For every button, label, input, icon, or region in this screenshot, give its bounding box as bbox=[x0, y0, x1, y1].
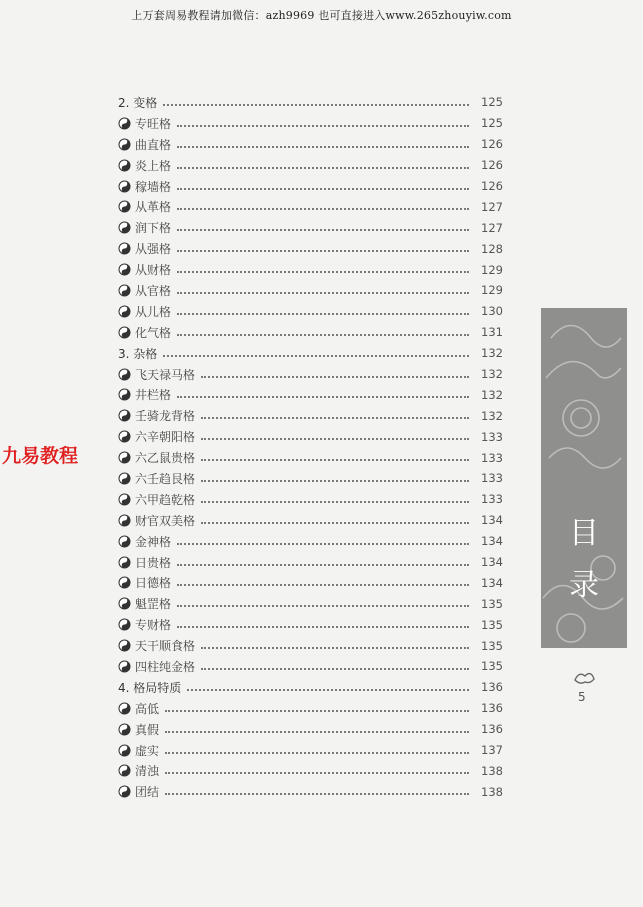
yin-yang-icon bbox=[118, 159, 131, 172]
table-of-contents bbox=[118, 92, 503, 802]
toc-entry-title: 财官双美格 bbox=[135, 513, 196, 528]
toc-entry-title: 四柱纯金格 bbox=[135, 659, 196, 674]
toc-entry-title: 虚实 bbox=[135, 743, 160, 758]
toc-entry-page: 131 bbox=[481, 325, 503, 340]
watermark-text: 上万套周易教程请加微信：azh9969 也可直接进入www.265zhouyiw.com bbox=[131, 9, 512, 22]
leader-dots bbox=[201, 667, 469, 670]
yin-yang-icon bbox=[118, 535, 131, 548]
yin-yang-icon bbox=[118, 117, 131, 130]
toc-entry-page: 126 bbox=[481, 137, 503, 152]
leader-dots bbox=[201, 646, 469, 649]
toc-entry-page: 125 bbox=[481, 116, 503, 131]
leader-dots bbox=[177, 166, 469, 169]
leader-dots bbox=[187, 688, 469, 691]
toc-entry-title: 六壬趋艮格 bbox=[135, 471, 196, 486]
toc-entry[interactable] bbox=[118, 761, 503, 782]
leader-dots bbox=[177, 625, 469, 628]
leader-dots bbox=[177, 312, 469, 315]
toc-entry[interactable] bbox=[118, 322, 503, 343]
leader-dots bbox=[201, 521, 469, 524]
toc-entry-page: 129 bbox=[481, 283, 503, 298]
toc-entry-page: 127 bbox=[481, 199, 503, 214]
toc-entry[interactable] bbox=[118, 614, 503, 635]
toc-entry-page: 132 bbox=[481, 367, 503, 382]
toc-entry-title: 飞天禄马格 bbox=[135, 367, 196, 382]
toc-entry-title: 4. 格局特质 bbox=[118, 680, 182, 695]
leader-dots bbox=[177, 228, 469, 231]
yin-yang-icon bbox=[118, 597, 131, 610]
leader-dots bbox=[177, 333, 469, 336]
yin-yang-icon bbox=[118, 326, 131, 339]
toc-entry[interactable] bbox=[118, 405, 503, 426]
toc-entry[interactable] bbox=[118, 176, 503, 197]
toc-entry-page: 133 bbox=[481, 429, 503, 444]
side-title-char-2: 录 bbox=[569, 568, 599, 603]
toc-entry-title: 稼墙格 bbox=[135, 179, 172, 194]
leader-dots bbox=[177, 145, 469, 148]
toc-entry[interactable] bbox=[118, 552, 503, 573]
leader-dots bbox=[177, 542, 469, 545]
toc-entry-title: 日贵格 bbox=[135, 555, 172, 570]
toc-entry[interactable] bbox=[118, 301, 503, 322]
leader-dots bbox=[165, 709, 469, 712]
toc-entry-title: 六辛朝阳格 bbox=[135, 430, 196, 445]
yin-yang-icon bbox=[118, 702, 131, 715]
toc-entry-title: 专财格 bbox=[135, 618, 172, 633]
toc-section-heading[interactable] bbox=[118, 677, 503, 698]
side-title bbox=[541, 508, 627, 612]
yin-yang-icon bbox=[118, 785, 131, 798]
toc-entry-page: 134 bbox=[481, 575, 503, 590]
toc-entry-page: 126 bbox=[481, 158, 503, 173]
toc-entry-title: 3. 杂格 bbox=[118, 346, 158, 361]
toc-entry-title: 真假 bbox=[135, 722, 160, 737]
toc-entry[interactable] bbox=[118, 656, 503, 677]
toc-entry[interactable] bbox=[118, 217, 503, 238]
toc-entry-page: 138 bbox=[481, 784, 503, 799]
toc-entry-title: 团结 bbox=[135, 785, 160, 800]
toc-entry-page: 130 bbox=[481, 304, 503, 319]
toc-entry-page: 135 bbox=[481, 659, 503, 674]
page-number: 5 bbox=[578, 690, 586, 704]
toc-entry-page: 132 bbox=[481, 346, 503, 361]
toc-entry[interactable] bbox=[118, 238, 503, 259]
toc-entry-title: 井栏格 bbox=[135, 388, 172, 403]
yin-yang-icon bbox=[118, 200, 131, 213]
toc-entry-page: 133 bbox=[481, 450, 503, 465]
toc-entry[interactable] bbox=[118, 698, 503, 719]
yin-yang-icon bbox=[118, 284, 131, 297]
leader-dots bbox=[177, 207, 469, 210]
leader-dots bbox=[177, 291, 469, 294]
yin-yang-icon bbox=[118, 221, 131, 234]
toc-entry[interactable] bbox=[118, 719, 503, 740]
toc-entry[interactable] bbox=[118, 113, 503, 134]
leader-dots bbox=[163, 103, 469, 106]
leader-dots bbox=[177, 124, 469, 127]
yin-yang-icon bbox=[118, 556, 131, 569]
toc-entry-title: 化气格 bbox=[135, 325, 172, 340]
yin-yang-icon bbox=[118, 368, 131, 381]
yin-yang-icon bbox=[118, 409, 131, 422]
toc-entry-title: 金神格 bbox=[135, 534, 172, 549]
toc-entry-title: 润下格 bbox=[135, 221, 172, 236]
toc-entry-page: 132 bbox=[481, 387, 503, 402]
yin-yang-icon bbox=[118, 723, 131, 736]
yin-yang-icon bbox=[118, 451, 131, 464]
toc-entry-page: 134 bbox=[481, 513, 503, 528]
toc-entry[interactable] bbox=[118, 364, 503, 385]
leader-dots bbox=[177, 249, 469, 252]
leader-dots bbox=[163, 354, 469, 357]
leader-dots bbox=[177, 395, 469, 398]
toc-entry[interactable] bbox=[118, 384, 503, 405]
toc-entry-title: 从官格 bbox=[135, 283, 172, 298]
toc-entry-page: 138 bbox=[481, 763, 503, 778]
toc-entry-page: 136 bbox=[481, 680, 503, 695]
toc-entry-page: 127 bbox=[481, 220, 503, 235]
toc-entry[interactable] bbox=[118, 447, 503, 468]
toc-entry-title: 六甲趋乾格 bbox=[135, 492, 196, 507]
toc-entry[interactable] bbox=[118, 196, 503, 217]
leader-dots bbox=[201, 416, 469, 419]
leader-dots bbox=[201, 437, 469, 440]
toc-entry-title: 炎上格 bbox=[135, 158, 172, 173]
toc-entry[interactable] bbox=[118, 489, 503, 510]
leader-dots bbox=[177, 604, 469, 607]
toc-entry-title: 魁罡格 bbox=[135, 597, 172, 612]
yin-yang-icon bbox=[118, 764, 131, 777]
toc-entry-page: 137 bbox=[481, 743, 503, 758]
toc-entry-page: 125 bbox=[481, 95, 503, 110]
leader-dots bbox=[201, 479, 469, 482]
leader-dots bbox=[165, 792, 469, 795]
toc-entry-title: 天干顺食格 bbox=[135, 639, 196, 654]
toc-entry[interactable] bbox=[118, 740, 503, 761]
toc-entry[interactable] bbox=[118, 468, 503, 489]
toc-section-heading[interactable] bbox=[118, 92, 503, 113]
toc-entry[interactable] bbox=[118, 572, 503, 593]
toc-entry-title: 曲直格 bbox=[135, 137, 172, 152]
yin-yang-icon bbox=[118, 472, 131, 485]
toc-entry-page: 133 bbox=[481, 471, 503, 486]
side-title-char-1: 目 bbox=[569, 516, 599, 551]
toc-entry-page: 133 bbox=[481, 492, 503, 507]
toc-entry-page: 136 bbox=[481, 722, 503, 737]
toc-entry-title: 日德格 bbox=[135, 576, 172, 591]
yin-yang-icon bbox=[118, 180, 131, 193]
toc-entry[interactable] bbox=[118, 593, 503, 614]
yin-yang-icon bbox=[118, 660, 131, 673]
toc-entry-title: 清浊 bbox=[135, 764, 160, 779]
toc-entry[interactable] bbox=[118, 781, 503, 802]
leader-dots bbox=[201, 375, 469, 378]
toc-entry-title: 2. 变格 bbox=[118, 95, 158, 110]
yin-yang-icon bbox=[118, 138, 131, 151]
leader-dots bbox=[165, 751, 469, 754]
leader-dots bbox=[165, 771, 469, 774]
toc-entry-title: 高低 bbox=[135, 701, 160, 716]
yin-yang-icon bbox=[118, 388, 131, 401]
toc-entry[interactable] bbox=[118, 531, 503, 552]
toc-entry-page: 136 bbox=[481, 701, 503, 716]
leader-dots bbox=[177, 583, 469, 586]
toc-entry-page: 132 bbox=[481, 408, 503, 423]
leader-dots bbox=[177, 563, 469, 566]
toc-entry-page: 129 bbox=[481, 262, 503, 277]
toc-entry-title: 六乙鼠贵格 bbox=[135, 451, 196, 466]
toc-entry[interactable] bbox=[118, 155, 503, 176]
toc-entry[interactable] bbox=[118, 259, 503, 280]
toc-entry[interactable] bbox=[118, 635, 503, 656]
toc-entry[interactable] bbox=[118, 510, 503, 531]
leader-dots bbox=[201, 458, 469, 461]
toc-entry[interactable] bbox=[118, 426, 503, 447]
toc-section-heading[interactable] bbox=[118, 343, 503, 364]
toc-entry-title: 从强格 bbox=[135, 242, 172, 257]
red-brand-label: 九易教程 bbox=[2, 445, 79, 467]
yin-yang-icon bbox=[118, 305, 131, 318]
yin-yang-icon bbox=[118, 493, 131, 506]
toc-entry-title: 从革格 bbox=[135, 200, 172, 215]
toc-entry-page: 128 bbox=[481, 241, 503, 256]
toc-entry-page: 135 bbox=[481, 596, 503, 611]
leader-dots bbox=[177, 187, 469, 190]
yin-yang-icon bbox=[118, 242, 131, 255]
cloud-ornament-icon bbox=[573, 668, 595, 686]
toc-entry-title: 专旺格 bbox=[135, 116, 172, 131]
leader-dots bbox=[201, 500, 469, 503]
toc-entry-title: 壬骑龙背格 bbox=[135, 409, 196, 424]
toc-entry[interactable] bbox=[118, 280, 503, 301]
toc-entry-page: 135 bbox=[481, 617, 503, 632]
yin-yang-icon bbox=[118, 430, 131, 443]
yin-yang-icon bbox=[118, 263, 131, 276]
toc-entry-title: 从财格 bbox=[135, 263, 172, 278]
toc-entry-page: 134 bbox=[481, 555, 503, 570]
toc-entry-page: 135 bbox=[481, 638, 503, 653]
yin-yang-icon bbox=[118, 639, 131, 652]
yin-yang-icon bbox=[118, 744, 131, 757]
leader-dots bbox=[177, 270, 469, 273]
yin-yang-icon bbox=[118, 618, 131, 631]
leader-dots bbox=[165, 730, 469, 733]
yin-yang-icon bbox=[118, 514, 131, 527]
yin-yang-icon bbox=[118, 576, 131, 589]
toc-entry-page: 126 bbox=[481, 179, 503, 193]
toc-entry-page: 134 bbox=[481, 534, 503, 549]
toc-entry[interactable] bbox=[118, 134, 503, 155]
toc-entry-title: 从儿格 bbox=[135, 304, 172, 319]
